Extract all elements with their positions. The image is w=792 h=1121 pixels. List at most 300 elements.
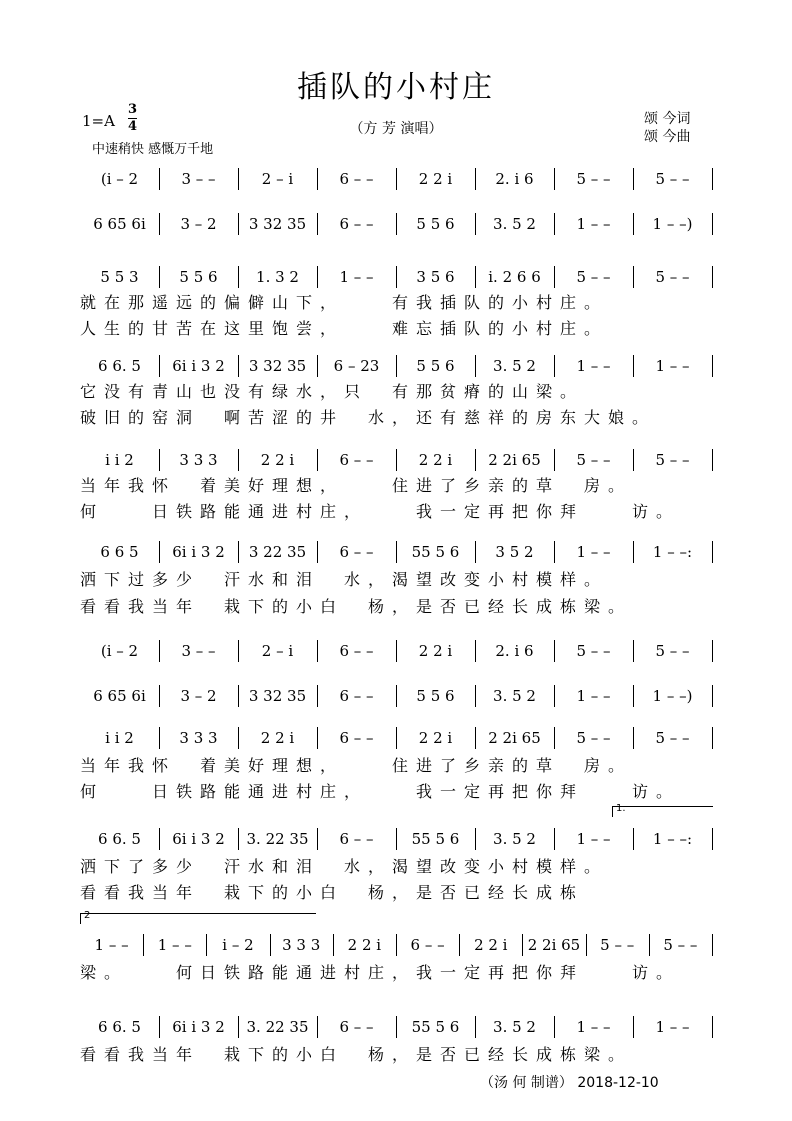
measure: 6 – –	[339, 642, 374, 660]
lyric-char: 小	[487, 857, 504, 876]
lyric-char: 绿	[271, 382, 288, 401]
measure: 5 – –	[655, 170, 690, 188]
lyric-char: 下	[295, 293, 312, 312]
lyric-char: 水	[367, 408, 384, 427]
measure: 6 6. 5	[98, 830, 141, 848]
notation-row	[80, 640, 712, 662]
measure: 5 – –	[600, 936, 635, 954]
barline	[712, 266, 713, 288]
lyric-char: 村	[295, 782, 312, 801]
lyric-char: ，	[319, 382, 336, 401]
lyric-char: 成	[535, 597, 552, 616]
composer-credit: 颂 今曲	[644, 129, 691, 145]
barline	[712, 213, 713, 235]
lyric-char: ，	[343, 502, 360, 521]
lyric-char: 美	[223, 476, 240, 495]
barline	[712, 640, 713, 662]
notation-row	[80, 355, 712, 377]
lyric-char: 草	[535, 476, 552, 495]
barline	[712, 541, 713, 563]
measure: 2 2i 65	[527, 936, 581, 954]
lyric-char: 有	[247, 382, 264, 401]
lyric-char: 水	[295, 382, 312, 401]
lyric-char: ，	[367, 857, 384, 876]
measure: 6 6 5	[100, 543, 139, 561]
lyric-char: 山	[271, 293, 288, 312]
lyric-char: 栽	[223, 1045, 240, 1064]
lyric-char: 长	[511, 1045, 528, 1064]
barline	[712, 727, 713, 749]
lyric-char: 有	[391, 382, 408, 401]
lyric-char: 杨	[367, 597, 384, 616]
measure: 6 – –	[339, 1018, 374, 1036]
lyric-char: 是	[415, 1045, 432, 1064]
lyric-char: 村	[511, 570, 528, 589]
lyric-char: 梁	[535, 382, 552, 401]
lyric-char: ，	[319, 756, 336, 775]
measure: 1 – –)	[652, 215, 693, 233]
lyric-char: 再	[487, 502, 504, 521]
lyric-char: 洞	[175, 408, 192, 427]
lyric-char: 小	[295, 597, 312, 616]
measure: 3 3 3	[179, 729, 218, 747]
measure: 6 – –	[339, 729, 374, 747]
lyric-char: 的	[487, 293, 504, 312]
notation-row	[80, 266, 712, 288]
lyric-char: 进	[415, 476, 432, 495]
lyric-char: 房	[583, 476, 600, 495]
lyric-char: 。	[583, 319, 600, 338]
lyric-char: 好	[247, 476, 264, 495]
measure: 5 – –	[576, 170, 611, 188]
lyric-char: 铁	[175, 502, 192, 521]
first-ending-label: 1.	[616, 803, 626, 814]
lyric-char: 瘠	[463, 382, 480, 401]
lyric-char: 变	[463, 857, 480, 876]
lyric-char: 杨	[367, 883, 384, 902]
measure: 1 – –	[655, 357, 690, 375]
measure: 3 – –	[181, 642, 216, 660]
measure: 6 65 6i	[93, 215, 146, 233]
lyric-char: 能	[223, 782, 240, 801]
measure: 1 – –	[339, 268, 374, 286]
lyric-char: 它	[79, 382, 96, 401]
lyric-char: 多	[151, 570, 168, 589]
lyric-char: 旧	[103, 408, 120, 427]
lyric-char: 改	[439, 570, 456, 589]
notation-row	[80, 449, 712, 471]
lyric-char: 成	[535, 883, 552, 902]
lyric-char: 改	[439, 857, 456, 876]
measure: 2 2 i	[418, 729, 453, 747]
lyric-char: 苦	[175, 319, 192, 338]
measure: 6 – –	[339, 543, 374, 561]
lyricist-credit: 颂 今词	[644, 111, 691, 127]
measure: 3 – 2	[180, 215, 217, 233]
measure: 3. 5 2	[493, 687, 536, 705]
barline	[712, 449, 713, 471]
measure: 1 – –	[576, 357, 611, 375]
measure: i – 2	[222, 936, 254, 954]
lyric-char: 偏	[223, 293, 240, 312]
lyric-char: 村	[343, 963, 360, 982]
lyric-char: 我	[415, 782, 432, 801]
notation-row	[80, 168, 712, 190]
lyric-char: 否	[439, 1045, 456, 1064]
measure: 3 32 35	[248, 215, 307, 233]
lyric-char: 难	[391, 319, 408, 338]
lyric-char: 的	[271, 597, 288, 616]
lyric-char: 山	[175, 382, 192, 401]
lyric-char: 何	[175, 963, 192, 982]
lyric-char: 的	[511, 756, 528, 775]
measure: 3 5 6	[416, 268, 455, 286]
lyric-char: 定	[463, 963, 480, 982]
time-top: 3	[128, 102, 138, 117]
lyric-char: 当	[79, 756, 96, 775]
lyric-char: 能	[271, 963, 288, 982]
measure: 1 – –	[576, 543, 611, 561]
lyric-char: 小	[295, 1045, 312, 1064]
measure: 6 – –	[410, 936, 445, 954]
lyric-char: 渴	[391, 570, 408, 589]
lyric-char: 拜	[559, 502, 576, 521]
lyric-char: 是	[415, 597, 432, 616]
performer-line: （方 芳 演唱）	[349, 121, 443, 137]
lyric-char: 小	[511, 319, 528, 338]
lyric-char: 水	[247, 570, 264, 589]
lyric-char: 渴	[391, 857, 408, 876]
lyric-char: 没	[103, 382, 120, 401]
measure: 6i i 3 2	[172, 830, 225, 848]
lyric-char: 看	[103, 1045, 120, 1064]
barline	[712, 168, 713, 190]
lyric-char: 洒	[79, 857, 96, 876]
lyric-char: 杨	[367, 1045, 384, 1064]
lyric-char: 进	[319, 963, 336, 982]
lyric-char: 亲	[487, 476, 504, 495]
measure: 2 2 i	[418, 451, 453, 469]
measure: 5 – –	[663, 936, 698, 954]
measure: 3 3 3	[179, 451, 218, 469]
lyric-char: 你	[535, 502, 552, 521]
lyric-char: 。	[655, 782, 672, 801]
lyric-char: 亲	[487, 756, 504, 775]
lyric-char: 遥	[151, 293, 168, 312]
lyric-char: 我	[127, 597, 144, 616]
lyric-char: 水	[343, 570, 360, 589]
lyric-char: 想	[295, 476, 312, 495]
lyric-char: 梁	[79, 963, 96, 982]
lyric-char: 没	[223, 382, 240, 401]
first-ending-bracket	[612, 803, 713, 817]
lyric-char: 栋	[559, 1045, 576, 1064]
lyric-char: 有	[127, 382, 144, 401]
lyric-char: 大	[583, 408, 600, 427]
lyric-char: 汗	[223, 570, 240, 589]
lyric-char: 就	[79, 293, 96, 312]
lyric-char: 模	[535, 570, 552, 589]
lyric-char: 拜	[559, 963, 576, 982]
lyric-char: 再	[487, 782, 504, 801]
lyric-char: 山	[511, 382, 528, 401]
lyric-char: 乡	[463, 476, 480, 495]
lyric-char: 再	[487, 963, 504, 982]
lyric-char: 的	[199, 293, 216, 312]
lyric-char: 小	[511, 293, 528, 312]
measure: i i 2	[105, 451, 134, 469]
second-ending-label: 2	[84, 910, 91, 921]
lyric-char: 我	[127, 1045, 144, 1064]
lyric-char: 当	[79, 476, 96, 495]
measure: 2 2 i	[418, 170, 453, 188]
measure: 6 – –	[339, 830, 374, 848]
measure: 1. 3 2	[256, 268, 299, 286]
lyric-char: 样	[559, 570, 576, 589]
lyric-char: 甘	[151, 319, 168, 338]
measure: 2. i 6	[495, 642, 534, 660]
lyric-char: 我	[415, 963, 432, 982]
lyric-char: 经	[487, 1045, 504, 1064]
lyric-char: 理	[271, 756, 288, 775]
measure: 5 5 6	[416, 357, 455, 375]
lyric-char: 好	[247, 756, 264, 775]
lyric-char: 那	[127, 293, 144, 312]
measure: i. 2 6 6	[488, 268, 541, 286]
measure: 6i i 3 2	[172, 1018, 225, 1036]
measure: 3 3 3	[282, 936, 321, 954]
lyric-char: 村	[511, 857, 528, 876]
measure: 6 65 6i	[93, 687, 146, 705]
lyric-char: 有	[391, 293, 408, 312]
lyric-char: 庄	[559, 319, 576, 338]
lyric-char: 望	[415, 857, 432, 876]
key-signature: 1=A	[82, 112, 115, 130]
lyric-char: 通	[247, 502, 264, 521]
measure: 6i i 3 2	[172, 357, 225, 375]
lyric-char: 下	[247, 883, 264, 902]
lyric-char: 。	[583, 857, 600, 876]
lyric-char: 进	[415, 756, 432, 775]
lyric-char: ，	[391, 883, 408, 902]
barline	[712, 934, 713, 956]
measure: 3. 22 35	[246, 1018, 309, 1036]
lyric-char: 破	[79, 408, 96, 427]
lyric-char: 日	[199, 963, 216, 982]
measure: 3. 5 2	[493, 830, 536, 848]
measure: 5 – –	[655, 268, 690, 286]
measure: 5 – –	[576, 729, 611, 747]
measure: 1 – –	[94, 936, 129, 954]
lyric-char: 定	[463, 782, 480, 801]
measure: 5 – –	[576, 451, 611, 469]
lyric-char: 。	[631, 408, 648, 427]
lyric-char: 路	[199, 782, 216, 801]
time-signature	[128, 103, 137, 134]
notation-row	[80, 828, 712, 850]
lyric-char: 梁	[583, 597, 600, 616]
measure: 1 – –	[157, 936, 192, 954]
lyric-char: ，	[319, 319, 336, 338]
measure: 2 2i 65	[488, 451, 541, 469]
lyric-char: 。	[583, 570, 600, 589]
measure: 6 – 23	[333, 357, 380, 375]
lyric-char: 和	[271, 857, 288, 876]
lyric-char: 已	[463, 883, 480, 902]
lyric-char: 泪	[295, 570, 312, 589]
lyric-char: 通	[247, 782, 264, 801]
measure: (i – 2	[100, 170, 139, 188]
lyric-char: 看	[103, 883, 120, 902]
lyric-char: 栋	[559, 597, 576, 616]
measure: 2 – i	[261, 170, 294, 188]
lyric-char: 何	[79, 502, 96, 521]
lyric-char: 下	[103, 857, 120, 876]
lyric-char: 小	[487, 570, 504, 589]
lyric-char: 想	[295, 756, 312, 775]
lyric-char: 过	[127, 570, 144, 589]
measure: 5 5 6	[179, 268, 218, 286]
lyric-char: 东	[559, 408, 576, 427]
measure: 55 5 6	[411, 1018, 460, 1036]
measure: 6 – –	[339, 451, 374, 469]
barline	[712, 355, 713, 377]
measure: 55 5 6	[411, 830, 460, 848]
lyric-char: 能	[223, 502, 240, 521]
measure: 2 2i 65	[488, 729, 541, 747]
lyric-char: 路	[247, 963, 264, 982]
lyric-char: 住	[391, 756, 408, 775]
lyric-char: 铁	[175, 782, 192, 801]
lyric-char: 那	[415, 382, 432, 401]
measure: 1 – –	[576, 687, 611, 705]
lyric-char: 年	[103, 756, 120, 775]
lyric-char: 祥	[487, 408, 504, 427]
lyric-char: 定	[463, 502, 480, 521]
lyric-char: 插	[439, 293, 456, 312]
lyric-char: 年	[175, 883, 192, 902]
lyric-char: 和	[271, 570, 288, 589]
measure: 2 2 i	[347, 936, 382, 954]
lyric-char: 何	[79, 782, 96, 801]
lyric-char: 拜	[559, 782, 576, 801]
measure: 6 6. 5	[98, 1018, 141, 1036]
lyric-char: 年	[175, 1045, 192, 1064]
lyric-char: ，	[391, 1045, 408, 1064]
measure: 55 5 6	[411, 543, 460, 561]
barline	[712, 1016, 713, 1038]
lyric-char: 样	[559, 857, 576, 876]
lyric-char: 的	[487, 382, 504, 401]
measure: 6 – –	[339, 687, 374, 705]
measure: 3. 5 2	[493, 357, 536, 375]
lyric-char: 。	[607, 756, 624, 775]
lyric-char: 否	[439, 597, 456, 616]
tempo-marking: 中速稍快 感慨万千地	[92, 142, 214, 157]
lyric-char: 只	[343, 382, 360, 401]
lyric-char: 下	[103, 570, 120, 589]
lyric-char: 里	[247, 319, 264, 338]
measure: 1 – –	[576, 830, 611, 848]
notation-row	[80, 541, 712, 563]
measure: 1 – –:	[652, 543, 693, 561]
lyric-char: ，	[343, 782, 360, 801]
second-ending-bracket	[80, 910, 316, 924]
lyric-char: 年	[175, 597, 192, 616]
lyric-char: 已	[463, 1045, 480, 1064]
lyric-char: 你	[535, 782, 552, 801]
lyric-char: 。	[103, 963, 120, 982]
lyric-char: ，	[319, 293, 336, 312]
measure: 3 5 2	[495, 543, 534, 561]
measure: 3. 5 2	[493, 215, 536, 233]
measure: 5 – –	[655, 451, 690, 469]
measure: 5 5 6	[416, 687, 455, 705]
measure: 3 32 35	[248, 687, 307, 705]
measure: 2 2 i	[474, 936, 508, 954]
notation-row	[80, 685, 712, 707]
lyric-char: 住	[391, 476, 408, 495]
lyric-char: 把	[511, 782, 528, 801]
lyric-char: 插	[439, 319, 456, 338]
measure: 1 – –)	[652, 687, 693, 705]
lyric-char: 苦	[247, 408, 264, 427]
lyric-char: 在	[199, 319, 216, 338]
lyric-char: 变	[463, 570, 480, 589]
measure: 2 2 i	[418, 642, 453, 660]
lyric-char: 我	[415, 293, 432, 312]
lyric-char: 人	[79, 319, 96, 338]
lyric-char: 的	[487, 319, 504, 338]
lyric-char: 一	[439, 782, 456, 801]
lyric-char: 了	[439, 756, 456, 775]
lyric-char: 一	[439, 502, 456, 521]
measure: 2 – i	[261, 642, 294, 660]
lyric-char: 有	[439, 408, 456, 427]
measure: 6 6. 5	[98, 357, 141, 375]
lyric-char: 看	[103, 597, 120, 616]
lyric-char: 白	[319, 597, 336, 616]
lyric-char: 看	[79, 1045, 96, 1064]
notation-row	[80, 213, 712, 235]
lyric-char: 我	[127, 476, 144, 495]
measure: 5 – –	[576, 642, 611, 660]
lyric-char: 远	[175, 293, 192, 312]
measure: 1 – –	[655, 1018, 690, 1036]
time-bottom: 4	[128, 119, 138, 134]
lyric-char: 把	[511, 963, 528, 982]
lyric-char: 的	[271, 1045, 288, 1064]
lyric-char: 美	[223, 756, 240, 775]
lyric-char: 少	[175, 857, 192, 876]
lyric-char: 路	[199, 502, 216, 521]
lyric-char: 汗	[223, 857, 240, 876]
lyric-char: 望	[415, 570, 432, 589]
lyric-char: 白	[319, 883, 336, 902]
lyric-char: 水	[247, 857, 264, 876]
lyric-char: 少	[175, 570, 192, 589]
measure: 3 – 2	[180, 687, 217, 705]
lyric-char: 的	[127, 319, 144, 338]
lyric-char: ，	[391, 597, 408, 616]
measure: 6 – –	[339, 170, 374, 188]
measure: 3 22 35	[248, 543, 307, 561]
lyric-char: 泪	[295, 857, 312, 876]
lyric-char: 看	[79, 597, 96, 616]
lyric-char: 也	[199, 382, 216, 401]
lyric-char: 访	[631, 963, 648, 982]
lyric-char: 下	[247, 1045, 264, 1064]
